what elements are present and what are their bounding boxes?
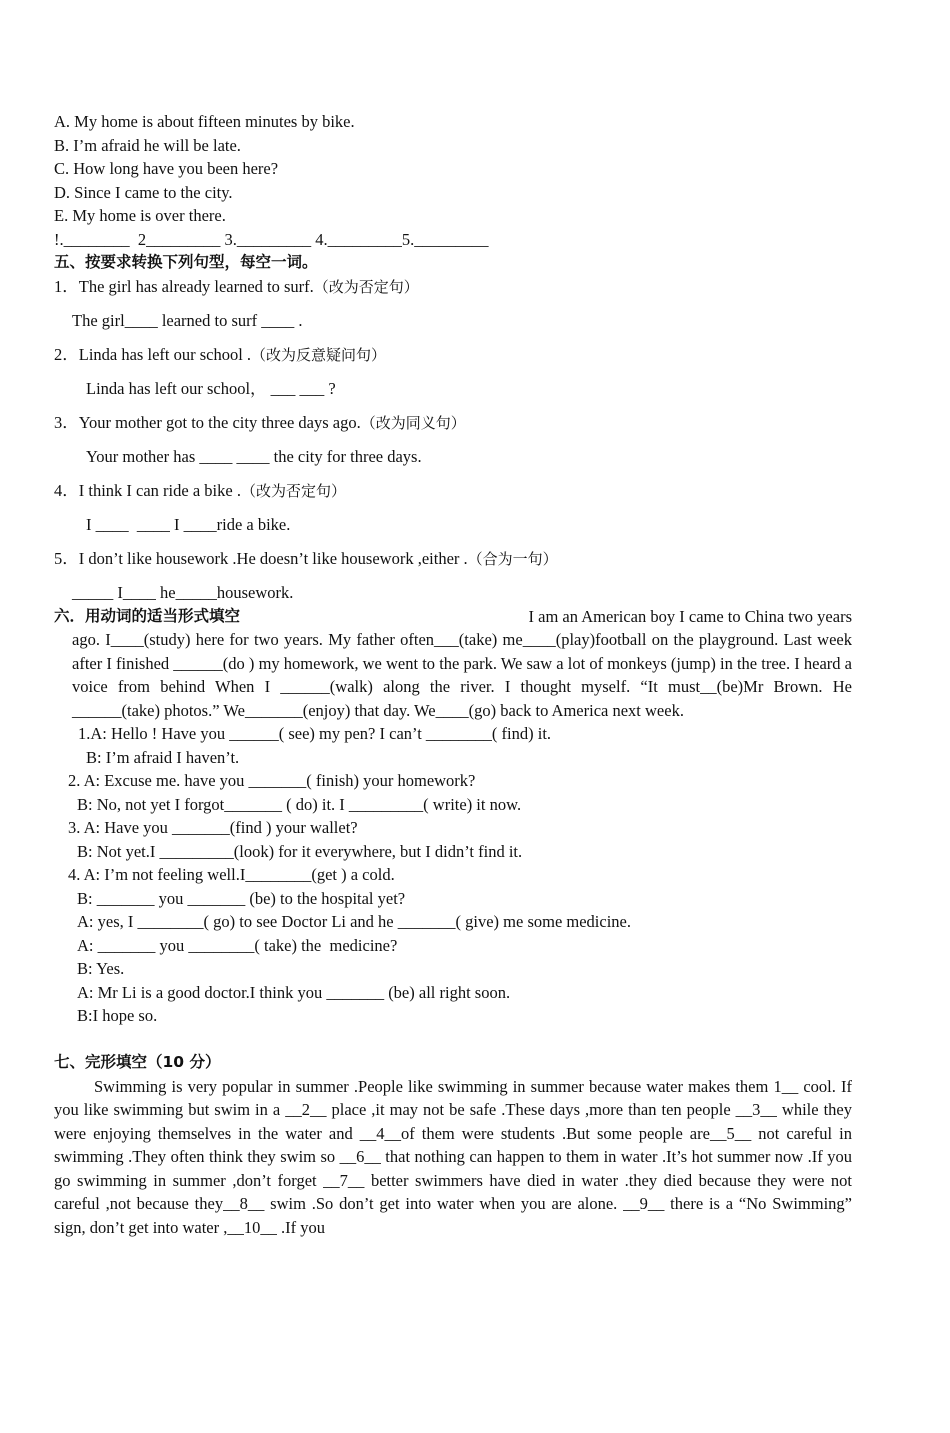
dialogue-line: B: No, not yet I forgot_______ ( do) it. I _________( write) it now. — [77, 794, 522, 814]
section5-item-1 — [54, 275, 852, 333]
dialogue-line: 3. A: Have you _______(find ) your wallet? — [68, 818, 358, 837]
answer-blank-line: Your mother has ____ ____ the city for three days. — [86, 447, 422, 466]
dialogue-line: 1.A: Hello ! Have you ______( see) my pen? I can’t ________( find) it. — [78, 724, 552, 743]
answer-blank-line: The girl____ learned to surf ____ . — [72, 311, 303, 330]
question-text: 5．I don’t like housework .He doesn’t like housework ,either . — [54, 548, 468, 568]
dialogue-line: 2. A: Excuse me. have you _______( finish) your homework? — [68, 771, 476, 790]
option-d: D. Since I came to the city. — [54, 182, 233, 202]
answer-blank-line: I ____ ____ I ____ride a bike. — [86, 515, 291, 534]
question-text: 3．Your mother got to the city three days ago. — [54, 412, 361, 432]
instruction-note: （改为否定句） — [240, 481, 346, 500]
dialogue-line: B: _______ you _______ (be) to the hospital yet? — [77, 888, 406, 908]
option-c: C. How long have you been here? — [54, 159, 279, 178]
instruction-note: （改为反意疑问句） — [251, 345, 387, 364]
dialogue-line: A: yes, I ________( go) to see Doctor Li and he _______( give) me some medicine. — [77, 912, 631, 931]
section5-item-2 — [54, 343, 852, 401]
section6 — [54, 605, 852, 723]
option-a: A. My home is about fifteen minutes by bike. — [54, 112, 355, 131]
section5-item-4 — [54, 479, 852, 537]
answer-blank-line: _____ I____ he_____housework. — [72, 583, 294, 602]
worksheet-page — [54, 110, 852, 1239]
dialogue-line: B: I’m afraid I haven’t. — [86, 747, 240, 767]
section5-item-3 — [54, 411, 852, 469]
section6-passage-start: I am an American boy I came to China two years — [528, 606, 852, 626]
section7-title: 七、完形填空（10 分） — [54, 1053, 221, 1071]
section6-passage: ago. I____(study) here for two years. My father often___(take) me____(play)football on the playground. Last week after I finished ______(do ) my homework, we went to the park. We saw a lot of monkeys (jump) in the tree. I heard a voice from behind When I ______(walk) along the river. I thought myself. “It must__(be)Mr Brown. He ______(take) photos.” We_______(enjoy) that day. We____(go) back to America next week. — [72, 630, 852, 720]
section6-title: 六．用动词的适当形式填空 — [54, 606, 241, 625]
answer-line: !.________ 2_________ 3._________ 4._________5._________ — [54, 229, 489, 249]
section5-item-5 — [54, 547, 852, 605]
cloze-passage: Swimming is very popular in summer .People like swimming in summer because water makes them 1__ cool. If you like swimming but swim in a __2__ place ,it may not be safe .These days ,more than ten people __3__ while they were enjoying themselves in the water and __4__of them were students .But some people are__5__ not careful in swimming .They often think they swim so __6__ that nothing can happen to them in water .It’s hot summer now .If you go swimming in summer ,don’t forget __7__ better swimmers have died in water .they died because they were not careful ,not because they__8__ swim .So don’t get into water when you are alone. __9__ there is a “No Swimming” sign, don’t get into water ,__10__ .If you — [54, 1076, 852, 1237]
question-text: 4．I think I can ride a bike . — [54, 480, 241, 500]
section6-dialogues — [54, 722, 852, 1028]
instruction-note: （改为同义句） — [360, 413, 466, 432]
answer-blank-line: Linda has left our school， ___ ___ ? — [86, 379, 336, 398]
options-list — [54, 110, 852, 228]
dialogue-line: A: _______ you ________( take) the medicine? — [77, 935, 398, 955]
dialogue-line: A: Mr Li is a good doctor.I think you _______ (be) all right soon. — [77, 982, 511, 1002]
question-text: 1．The girl has already learned to surf. — [54, 276, 314, 296]
section5-title: 五、按要求转换下列句型，每空一词。 — [54, 253, 318, 271]
instruction-note: （合为一句） — [467, 549, 558, 568]
dialogue-line: B:I hope so. — [77, 1006, 158, 1025]
dialogue-line: B: Yes. — [77, 959, 125, 978]
dialogue-line: 4. A: I’m not feeling well.I________(get ) a cold. — [68, 865, 395, 884]
option-b: B. I’m afraid he will be late. — [54, 135, 241, 155]
question-text: 2．Linda has left our school . — [54, 344, 252, 364]
instruction-note: （改为否定句） — [313, 277, 419, 296]
option-e: E. My home is over there. — [54, 206, 226, 225]
dialogue-line: B: Not yet.I _________(look) for it everywhere, but I didn’t find it. — [77, 841, 523, 861]
